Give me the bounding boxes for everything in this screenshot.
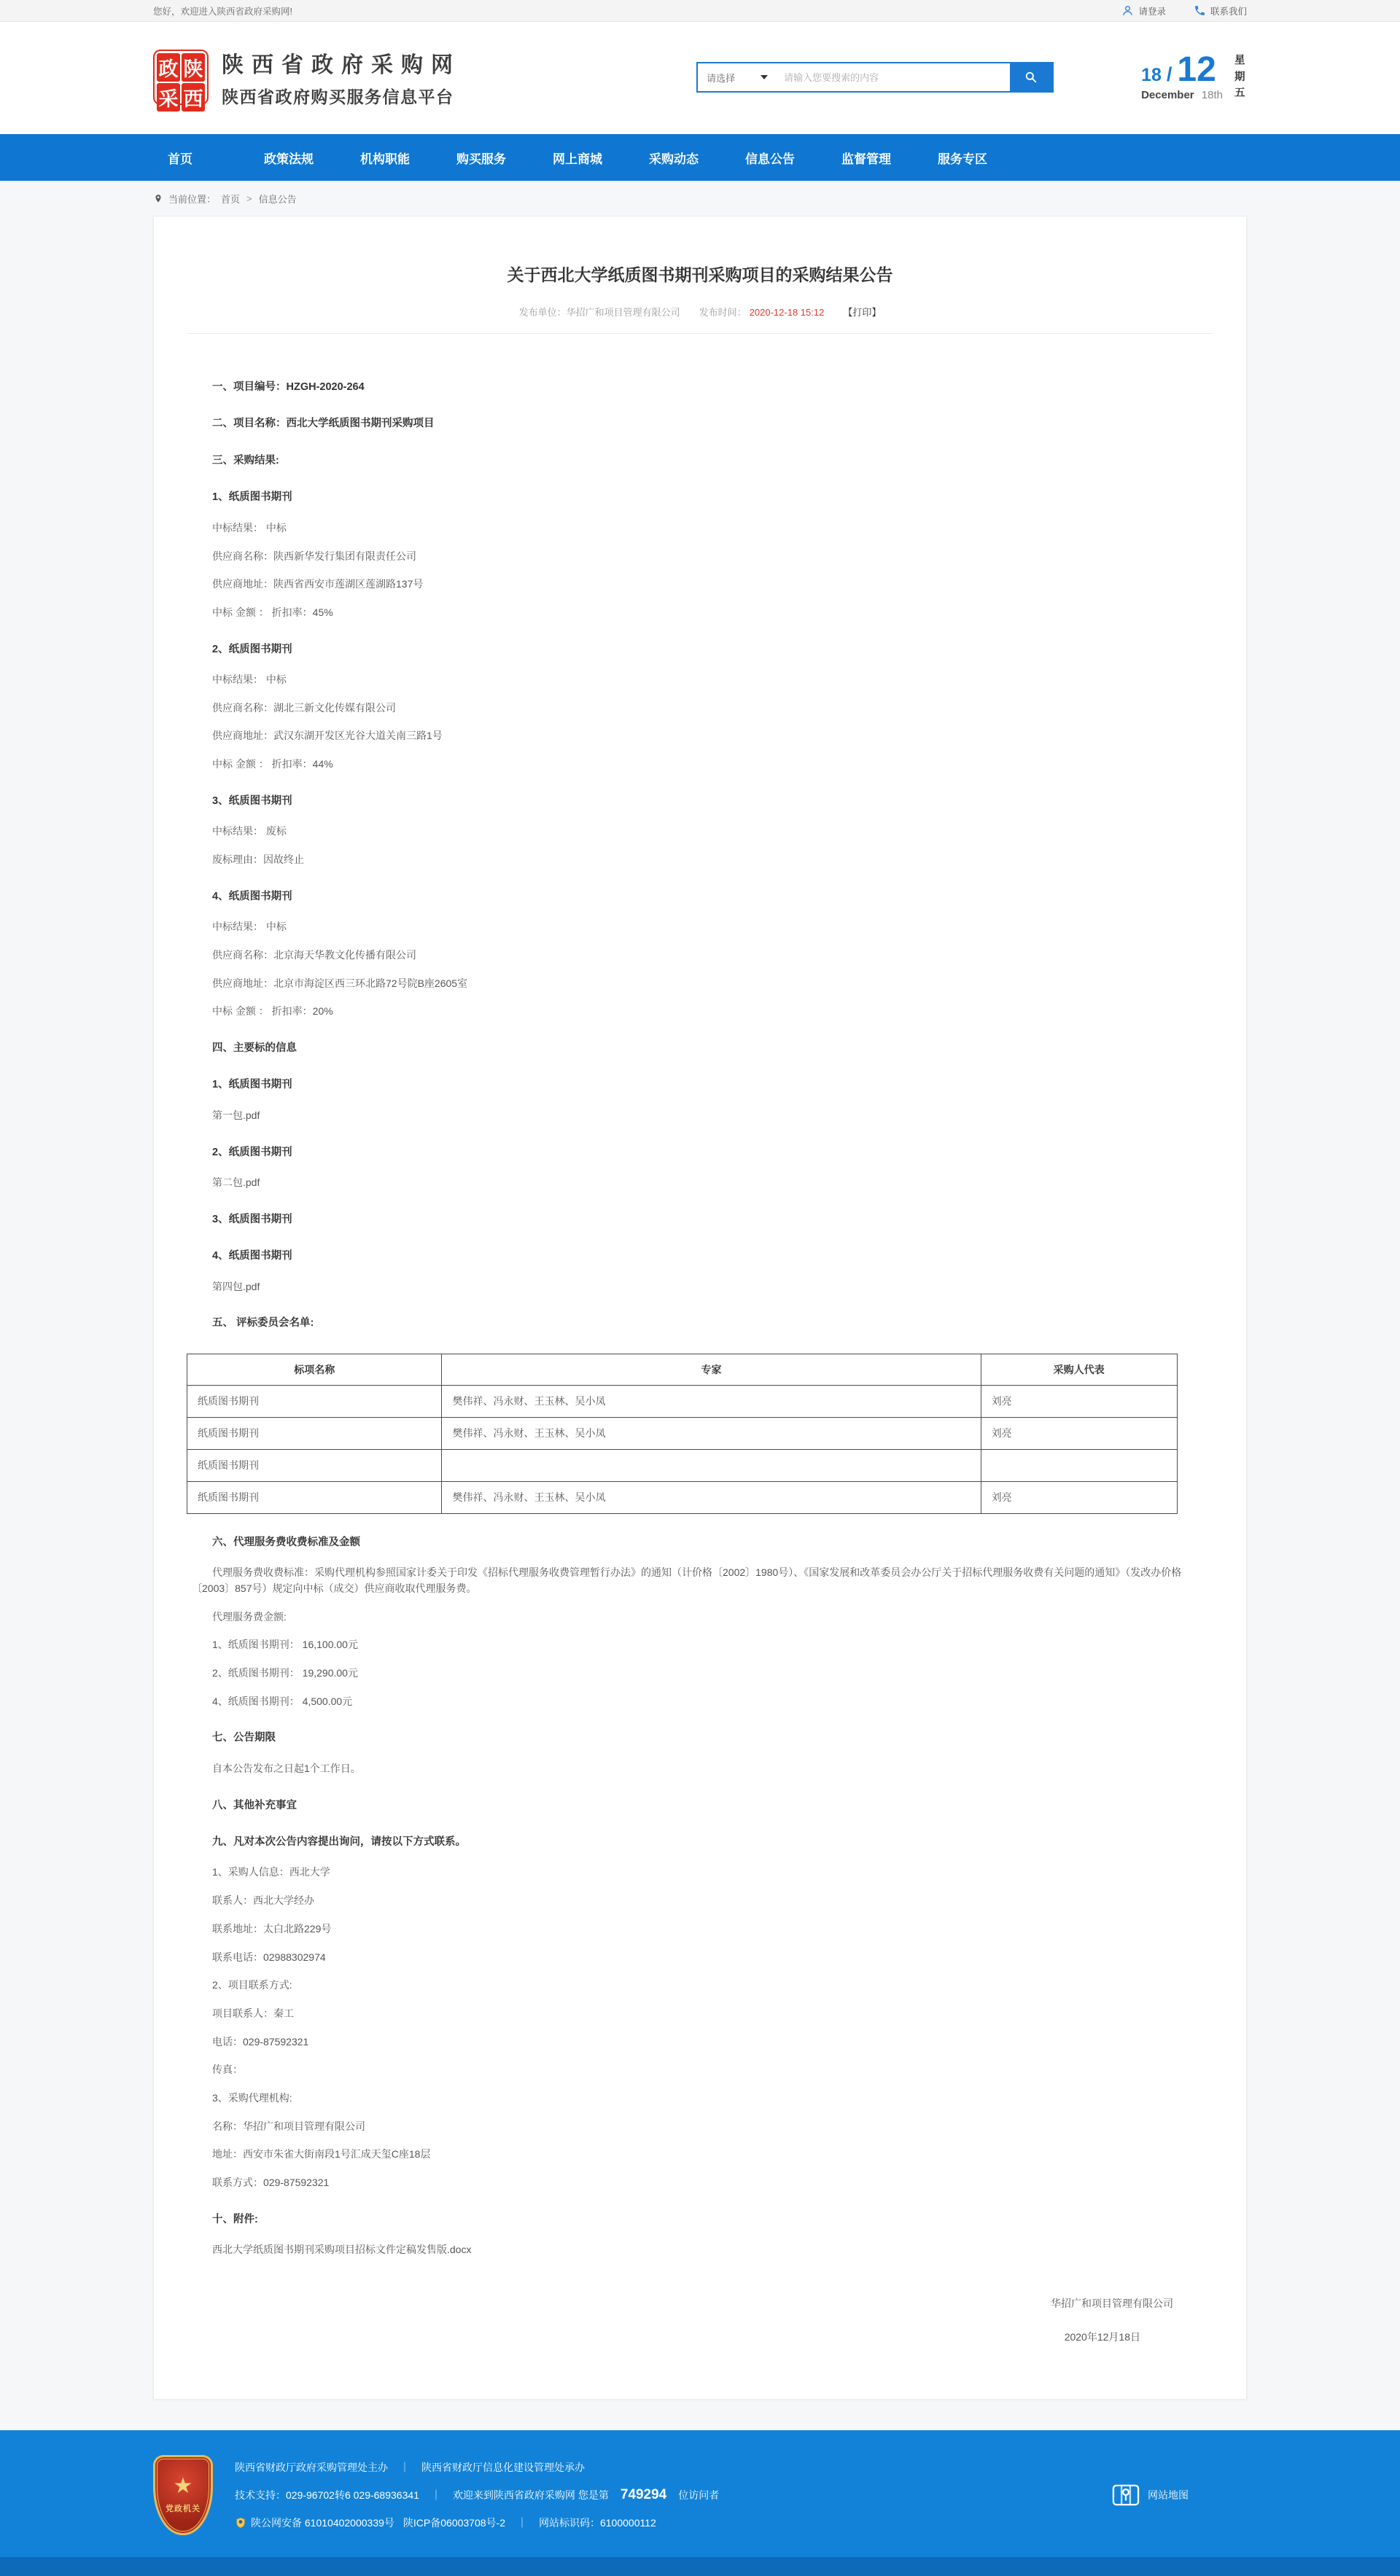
site-header	[0, 22, 1400, 134]
sitemap-label: 网站地图	[1148, 2489, 1189, 2501]
article-paragraph: 代理服务费收费标准：采购代理机构参照国家计委关于印发《招标代理服务收费管理暂行办法》的通知（计价格〔2002〕1980号）、《国家发展和改革委员会办公厅关于招标代理服务收费有关问题的通知》（发改办价格〔2003〕857号）规定向中标（成交）供应商收取代理服务费。	[192, 1566, 1182, 1594]
welcome-text: 您好，欢迎进入陕西省政府采购网!	[153, 6, 292, 17]
chevron-down-icon	[761, 75, 768, 79]
main-nav	[0, 134, 1400, 181]
announcement-card	[153, 216, 1247, 2400]
site-code: 网站标识码：6100000112	[538, 2516, 656, 2529]
site-logo	[153, 50, 209, 110]
table-header-cell: 采购人代表	[981, 1354, 1177, 1385]
search-icon	[1024, 70, 1038, 85]
footer-separator: ｜	[516, 2516, 527, 2529]
footer-welcome-suffix: 位访问者	[678, 2489, 720, 2501]
star-icon: ★	[173, 2474, 193, 2499]
article-paragraph: 供应商名称：北京海天华教文化传播有限公司	[212, 948, 416, 961]
police-badge-icon	[235, 2516, 246, 2529]
print-button[interactable]: 【打印】	[843, 307, 882, 318]
site-title: 陕西省政府采购网	[222, 53, 461, 77]
party-government-emblem	[153, 2455, 213, 2535]
table-cell: 刘亮	[981, 1385, 1177, 1417]
publisher-value: 华招广和项目管理有限公司	[566, 307, 680, 318]
search-category-select[interactable]	[698, 63, 777, 91]
map-icon	[1111, 2480, 1141, 2510]
publish-time-value: 2020-12-18 15:12	[749, 307, 825, 318]
date-weekday: 星期五	[1234, 55, 1245, 100]
article-paragraph: 中标结果： 中标	[212, 521, 287, 534]
article-paragraph: 联系方式：029-87592321	[212, 2177, 330, 2189]
article-paragraph: 中标 金额 ： 折扣率：45%	[212, 606, 333, 618]
footer-undertake: 陕西省财政厅信息化建设管理处承办	[421, 2461, 585, 2473]
footer-host: 陕西省财政厅政府采购管理处主办	[235, 2461, 388, 2473]
site-brand	[153, 47, 461, 108]
location-pin-icon	[153, 193, 163, 205]
table-cell: 樊伟祥、冯永财、王玉林、吴小凤	[442, 1481, 981, 1513]
date-widget	[1141, 52, 1247, 101]
footer-separator: ｜	[430, 2489, 441, 2501]
table-cell	[981, 1449, 1177, 1481]
table-cell: 樊伟祥、冯永财、王玉林、吴小凤	[442, 1417, 981, 1449]
table-row	[187, 1449, 1178, 1481]
article-heading: 二、项目名称：西北大学纸质图书期刊采购项目	[212, 418, 435, 430]
user-icon	[1121, 4, 1134, 17]
table-cell: 纸质图书期刊	[187, 1385, 442, 1417]
article-heading: 3、纸质图书期刊	[212, 795, 292, 807]
emblem-label: 党政机关	[166, 2505, 201, 2514]
table-cell: 纸质图书期刊	[187, 1449, 442, 1481]
phone-icon	[1194, 4, 1206, 17]
date-slash: /	[1166, 63, 1172, 85]
article-paragraph: 地址：西安市朱雀大街南段1号汇成天玺C座18层	[212, 2148, 431, 2161]
article-paragraph: 4、纸质图书期刊： 4,500.00元	[212, 1695, 353, 1707]
article-paragraph: 联系地址：太白北路229号	[212, 1922, 332, 1935]
search-category-value: 请选择	[707, 72, 736, 84]
article-paragraph: 中标结果： 中标	[212, 674, 287, 686]
article-paragraph: 联系电话：02988302974	[212, 1951, 326, 1963]
nav-item[interactable]: 政策法规	[264, 152, 314, 166]
article-heading: 2、纸质图书期刊	[212, 1146, 292, 1158]
site-subtitle: 陕西省政府购买服务信息平台	[222, 87, 454, 106]
article-paragraph: 3、采购代理机构:	[212, 2091, 292, 2104]
police-record-text: 陕公网安备 61010402000339号	[251, 2516, 394, 2529]
article-heading: 六、代理服务费收费标准及金额	[212, 1536, 360, 1548]
article-paragraph: 2、纸质图书期刊： 19,290.00元	[212, 1667, 358, 1679]
main-nav-list	[153, 134, 1247, 181]
footer-org-line	[235, 2460, 719, 2475]
article-paragraph: 供应商地址：陕西省西安市莲湖区莲湖路137号	[212, 578, 424, 590]
table-cell: 纸质图书期刊	[187, 1417, 442, 1449]
footer	[0, 2430, 1400, 2576]
login-label: 请登录	[1138, 6, 1166, 17]
nav-item[interactable]: 服务专区	[938, 152, 987, 166]
nav-item[interactable]: 首页	[168, 152, 192, 166]
page-title: 关于西北大学纸质图书期刊采购项目的采购结果公告	[507, 265, 893, 284]
table-cell	[442, 1449, 981, 1481]
article-paragraph: 供应商地址：北京市海淀区西三环北路72号院B座2605室	[212, 977, 468, 989]
contact-label: 联系我们	[1210, 6, 1247, 17]
breadcrumb-current: 信息公告	[258, 194, 297, 205]
search-bar	[696, 62, 1054, 93]
article-blocks-before-table	[187, 379, 1213, 1332]
article-paragraph: 中标结果： 废标	[212, 825, 287, 838]
article-paragraph: 供应商地址：武汉东湖开发区光谷大道关南三路1号	[212, 730, 443, 742]
table-header-cell: 标项名称	[187, 1354, 442, 1385]
nav-item[interactable]: 机构职能	[360, 152, 410, 166]
footer-tech-support: 技术支持：029-96702转6 029-68936341	[235, 2489, 419, 2501]
table-row	[187, 1417, 1178, 1449]
icp-record-link[interactable]: 陕ICP备06003708号-2	[402, 2516, 505, 2529]
publish-time-label: 发布时间：	[699, 307, 747, 318]
signature-date: 2020年12月18日	[1064, 2330, 1140, 2343]
article-heading: 3、纸质图书期刊	[212, 1213, 292, 1225]
article-paragraph: 自本公告发布之日起1个工作日。	[212, 1762, 361, 1774]
date-day-ordinal: 18th	[1201, 88, 1223, 101]
date-month: 12	[1177, 50, 1216, 89]
table-cell: 刘亮	[981, 1481, 1177, 1513]
article-heading: 八、其他补充事宜	[212, 1799, 297, 1811]
nav-item[interactable]: 购买服务	[456, 152, 506, 166]
breadcrumb-label: 当前位置：	[168, 194, 217, 205]
article-paragraph: 代理服务费金额:	[212, 1610, 287, 1623]
footer-record-line	[235, 2515, 719, 2530]
article-paragraph: 供应商名称：陕西新华发行集团有限责任公司	[212, 550, 416, 562]
article-body	[187, 334, 1213, 2344]
nav-item[interactable]: 网上商城	[553, 152, 602, 166]
table-header-row	[187, 1354, 1178, 1385]
article-paragraph: 项目联系人：秦工	[212, 2007, 294, 2019]
article-paragraph: 1、采购人信息：西北大学	[212, 1866, 330, 1878]
article-heading: 一、项目编号：HZGH-2020-264	[212, 381, 365, 393]
logo-char: 西	[182, 83, 205, 112]
table-cell: 樊伟祥、冯永财、王玉林、吴小凤	[442, 1385, 981, 1417]
logo-char: 陕	[182, 53, 205, 82]
nav-item[interactable]: 信息公告	[745, 152, 795, 166]
logo-char: 政	[157, 53, 180, 82]
breadcrumb-row	[0, 181, 1400, 216]
article-paragraph: 电话：029-87592321	[212, 2035, 309, 2048]
footer-bottom-strip	[0, 2557, 1400, 2576]
table-row	[187, 1385, 1178, 1417]
article-heading: 1、纸质图书期刊	[212, 491, 292, 504]
article-blocks-after-table	[187, 1534, 1213, 2258]
breadcrumb-home[interactable]: 首页	[221, 194, 241, 205]
article-heading: 四、主要标的信息	[212, 1042, 297, 1054]
article-meta	[187, 305, 1213, 319]
article-heading: 五、 评标委员会名单:	[212, 1317, 314, 1330]
article-heading: 4、纸质图书期刊	[212, 890, 292, 902]
attachment-link[interactable]: 西北大学纸质图书期刊采购项目招标文件定稿发售版.docx	[212, 2244, 472, 2256]
publisher-info	[519, 305, 680, 319]
sitemap-link[interactable]	[1111, 2480, 1189, 2510]
logo-char: 采	[157, 83, 180, 112]
topbar	[0, 0, 1400, 22]
article-paragraph: 2、项目联系方式:	[212, 1979, 292, 1991]
publisher-label: 发布单位：	[518, 307, 567, 318]
article-heading: 4、纸质图书期刊	[212, 1250, 292, 1262]
police-record-link[interactable]	[235, 2515, 394, 2530]
attachment-link[interactable]: 第一包.pdf	[212, 1109, 260, 1121]
nav-item[interactable]: 采购动态	[649, 152, 699, 166]
publish-time-info	[699, 305, 825, 319]
article-heading: 七、公告期限	[212, 1732, 276, 1744]
attachment-link[interactable]: 第四包.pdf	[212, 1280, 260, 1292]
breadcrumb-separator: >	[246, 193, 252, 204]
visitor-count: 749294	[620, 2486, 667, 2502]
article-paragraph: 中标 金额 ： 折扣率：44%	[212, 758, 333, 770]
table-header-cell: 专家	[442, 1354, 981, 1385]
search-input[interactable]	[777, 63, 1010, 91]
table-row	[187, 1481, 1178, 1513]
footer-welcome-prefix: 欢迎来到陕西省政府采购网 您是第	[452, 2489, 609, 2501]
attachment-link[interactable]: 第二包.pdf	[212, 1176, 260, 1188]
article-heading: 2、纸质图书期刊	[212, 643, 292, 655]
article-paragraph: 传真：	[212, 2064, 243, 2076]
table-cell: 刘亮	[981, 1417, 1177, 1449]
table-cell: 纸质图书期刊	[187, 1481, 442, 1513]
breadcrumb	[153, 192, 1247, 206]
date-month-name: December	[1141, 88, 1194, 101]
article-heading: 三、采购结果:	[212, 454, 279, 467]
committee-table	[187, 1354, 1178, 1514]
article-paragraph: 联系人：西北大学经办	[212, 1894, 314, 1907]
contact-link[interactable]	[1194, 4, 1247, 17]
login-link[interactable]	[1121, 4, 1166, 17]
article-paragraph: 名称：华招广和项目管理有限公司	[212, 2120, 365, 2132]
signature-block	[187, 2296, 1213, 2344]
page-main	[0, 216, 1400, 2430]
article-paragraph: 1、纸质图书期刊： 16,100.00元	[212, 1639, 358, 1651]
article-heading: 1、纸质图书期刊	[212, 1079, 292, 1091]
article-paragraph: 中标结果： 中标	[212, 921, 287, 933]
footer-lines	[235, 2460, 719, 2530]
article-paragraph: 废标理由：因故终止	[212, 854, 304, 865]
date-day: 18	[1141, 64, 1162, 85]
article-heading: 十、附件:	[212, 2213, 258, 2225]
footer-support-line	[235, 2487, 719, 2503]
article-paragraph: 供应商名称：湖北三新文化传媒有限公司	[212, 701, 396, 714]
article-paragraph: 中标 金额 ： 折扣率：20%	[212, 1005, 333, 1018]
signature-company: 华招广和项目管理有限公司	[1051, 2297, 1173, 2309]
search-button[interactable]	[1010, 63, 1052, 91]
article-heading: 九、凡对本次公告内容提出询问，请按以下方式联系。	[212, 1836, 466, 1848]
nav-item[interactable]: 监督管理	[841, 152, 891, 166]
footer-separator: ｜	[400, 2461, 410, 2473]
